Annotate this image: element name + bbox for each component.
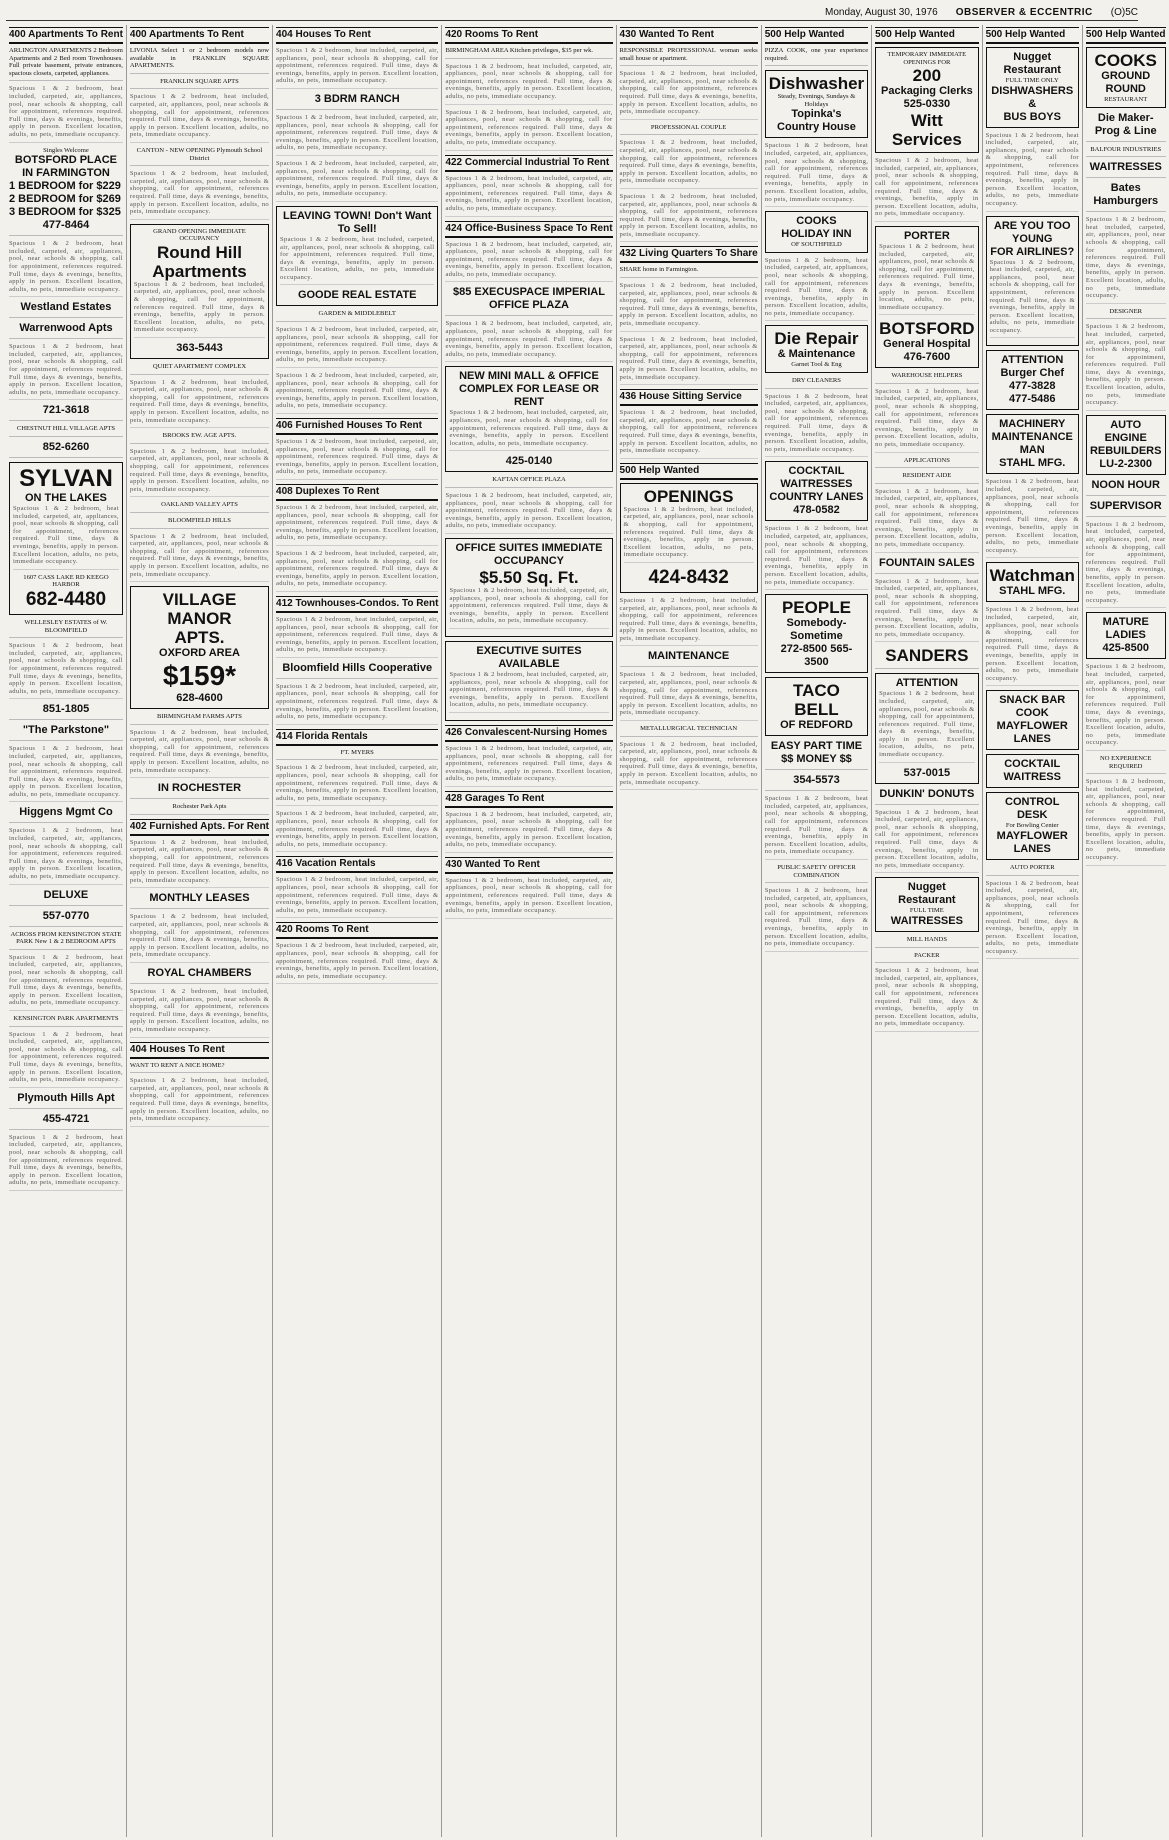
section-head: 428 Garages To Rent (445, 791, 612, 808)
classified-ad: Spacious 1 & 2 bedroom, heat included, carpeted, air, appliances, pool, near schools & shopping, call for appointment, references required. Full time, days & evenings, benefits, apply in person. Excellent location, adults, no pets, immediate occupancy. (445, 320, 612, 362)
column-6 (762, 25, 872, 1837)
display-ad-goode: LEAVING TOWN! Don't Want To Sell! Spacious 1 & 2 bedroom, heat included, carpeted, air, appliances, pool, near schools & shopping, call for appointment, references required. Full time, days & evenings, benefits, apply in person. Excellent location, adults, no pets, immediate occupancy. GOODE REAL ESTATE (276, 206, 438, 307)
classified-ad: Spacious 1 & 2 bedroom, heat included, carpeted, air, appliances, pool, near schools & shopping, call for appointment, references required. Full time, days & evenings, benefits, apply in person. Excellent location, adults, no pets, immediate occupancy. (9, 642, 123, 699)
classified-ad: Spacious 1 & 2 bedroom, heat included, carpeted, air, appliances, pool, near schools & shopping, call for appointment, references required. Full time, days & evenings, benefits, apply in person. Excellent location, adults, no pets, immediate occupancy. (445, 109, 612, 151)
classified-ad: Spacious 1 & 2 bedroom, heat included, carpeted, air, appliances, pool, near schools & shopping, call for appointment, references required. Full time, days & evenings, benefits, apply in person. Excellent location, adults, no pets, immediate occupancy. (445, 63, 612, 105)
classified-ad-title: QUIET APARTMENT COMPLEX (130, 363, 269, 375)
classified-ad: Spacious 1 & 2 bedroom, heat included, carpeted, air, appliances, pool, near schools & shopping, call for appointment, references required. Full time, days & evenings, benefits, apply in person. Excellent location, adults, no pets, immediate occupancy. (130, 1077, 269, 1127)
section-head: 500 Help Wanted (765, 27, 868, 44)
classified-ad: Spacious 1 & 2 bedroom, heat included, carpeted, air, appliances, pool, near schools & shopping, call for appointment, references required. Full time, days & evenings, benefits, apply in person. Excellent location, adults, no pets, immediate occupancy. (9, 827, 123, 884)
classified-ad-title: BALFOUR INDUSTRIES (1086, 146, 1166, 158)
section-head: 406 Furnished Houses To Rent (276, 418, 438, 435)
display-ad-taco-bell: TACO BELL OF REDFORD (765, 677, 868, 736)
classified-ad-title: KAFTAN OFFICE PLAZA (445, 476, 612, 488)
display-ad-office-suites: OFFICE SUITES IMMEDIATE OCCUPANCY $5.50 Sq. Ft. Spacious 1 & 2 bedroom, heat included, carpeted, air, appliances, pool, near schools & shopping, call for appointment, references required. Full time, days & evenings, benefits, apply in person. Excellent location, adults, no pets, immediate occupancy. (445, 538, 612, 637)
classified-ad: Spacious 1 & 2 bedroom, heat included, carpeted, air, appliances, pool, near schools & shopping, call for appointment, references required. Full time, days & evenings, benefits, apply in person. Excellent location, adults, no pets, immediate occupancy. (620, 193, 758, 243)
ad-phone: 455-4721 (9, 1113, 123, 1130)
classified-ad: Spacious 1 & 2 bedroom, heat included, carpeted, air, appliances, pool, near schools & shopping, call for appointment, references required. Full time, days & evenings, benefits, apply in person. Excellent location, adults, no pets, immediate occupancy. (445, 811, 612, 853)
classified-ad: Spacious 1 & 2 bedroom, heat included, carpeted, air, appliances, pool, near schools & shopping, call for appointment, references required. Full time, days & evenings, benefits, apply in person. Excellent location, adults, no pets, immediate occupancy. (276, 683, 438, 725)
classified-ad: Spacious 1 & 2 bedroom, heat included, carpeted, air, appliances, pool, near schools & shopping, call for appointment, references required. Full time, days & evenings, benefits, apply in person. Excellent location, adults, no pets, immediate occupancy. (765, 525, 868, 590)
classified-ad-title: GARDEN & MIDDLEBELT (276, 310, 438, 322)
classified-ad-title: BIRMINGHAM FARMS APTS (130, 713, 269, 725)
classified-ad: Spacious 1 & 2 bedroom, heat included, carpeted, air, appliances, pool, near schools & shopping, call for appointment, references required. Full time, days & evenings, benefits, apply in person. Excellent location, adults, no pets, immediate occupancy. (765, 142, 868, 207)
ad-phone: 354-5573 (765, 774, 868, 791)
classified-ad: Spacious 1 & 2 bedroom, heat included, carpeted, air, appliances, pool, near schools & shopping, call for appointment, references required. Full time, days & evenings, benefits, apply in person. Excellent location, adults, no pets, immediate occupancy. (9, 1031, 123, 1088)
classified-ad-title: WELLESLEY ESTATES of W. BLOOMFIELD (9, 619, 123, 638)
display-ad-nugget-dishwashers: Nugget Restaurant FULL TIME ONLY DISHWASHERS & BUS BOYS (986, 47, 1079, 128)
classified-ad: PIZZA COOK, one year experience required. (765, 47, 868, 66)
classified-ad: Spacious 1 & 2 bedroom, heat included, carpeted, air, appliances, pool, near schools & shopping, call for appointment, references required. Full time, days & evenings, benefits, apply in person. Excellent location, adults, no pets, immediate occupancy. (875, 967, 978, 1032)
display-ad-control-desk: CONTROL DESK For Bowling Center MAYFLOWER LANES (986, 792, 1079, 860)
section-head: 404 Houses To Rent (276, 27, 438, 44)
classified-ad: Spacious 1 & 2 bedroom, heat included, carpeted, air, appliances, pool, near schools & shopping, call for appointment, references required. Full time, days & evenings, benefits, apply in person. Excellent location, adults, no pets, immediate occupancy. (130, 93, 269, 143)
display-ad-stahl: MACHINERY MAINTENANCE MAN STAHL MFG. (986, 414, 1079, 474)
classified-ad-title: Rochester Park Apts (130, 803, 269, 815)
section-head: 426 Convalescent-Nursing Homes (445, 725, 612, 742)
display-ad-people: PEOPLE Somebody-Sometime 272-8500 565-3500 (765, 594, 868, 673)
classified-ad: Spacious 1 & 2 bedroom, heat included, carpeted, air, appliances, pool, near schools & shopping, call for appointment, references required. Full time, days & evenings, benefits, apply in person. Excellent location, adults, no pets, immediate occupancy. (276, 160, 438, 202)
classified-ad: Spacious 1 & 2 bedroom, heat included, carpeted, air, appliances, pool, near schools & shopping, call for appointment, references required. Full time, days & evenings, benefits, apply in person. Excellent location, adults, no pets, immediate occupancy. (1086, 216, 1166, 304)
classified-ad: Spacious 1 & 2 bedroom, heat included, carpeted, air, appliances, pool, near schools & shopping, call for appointment, references required. Full time, days & evenings, benefits, apply in person. Excellent location, adults, no pets, immediate occupancy. (9, 85, 123, 142)
display-ad-openings: OPENINGS Spacious 1 & 2 bedroom, heat included, carpeted, air, appliances, pool, near schools & shopping, call for appointment, references required. Full time, days & evenings, benefits, apply in person. Excellent location, adults, no pets, immediate occupancy. 424-8432 (620, 483, 758, 593)
section-head: 500 Help Wanted (1086, 27, 1166, 44)
classified-ad: Spacious 1 & 2 bedroom, heat included, carpeted, air, appliances, pool, near schools & shopping, call for appointment, references required. Full time, days & evenings, benefits, apply in person. Excellent location, adults, no pets, immediate occupancy. (1086, 323, 1166, 411)
display-ad-burger-chef: ATTENTION Burger Chef 477-3828 477-5486 (986, 350, 1079, 410)
classified-ad-title: ACROSS FROM KENSINGTON STATE PARK New 1 & 2 BEDROOM APTS (9, 931, 123, 950)
display-ad-nugget: Nugget Restaurant FULL TIME WAITRESSES (875, 877, 978, 932)
classified-ad: Spacious 1 & 2 bedroom, heat included, carpeted, air, appliances, pool, near schools & shopping, call for appointment, references required. Full time, days & evenings, benefits, apply in person. Excellent location, adults, no pets, immediate occupancy. (276, 616, 438, 658)
display-ad-botsford-hospital: PORTER Spacious 1 & 2 bedroom, heat included, carpeted, air, appliances, pool, near schools & shopping, call for appointment, references required. Full time, days & evenings, benefits, apply in person. Excellent location, adults, no pets, immediate occupancy. BOTSFORD General Hospital 476-7600 (875, 226, 978, 368)
classified-ad: Spacious 1 & 2 bedroom, heat included, carpeted, air, appliances, pool, near schools & shopping, call for appointment, references required. Full time, days & evenings, benefits, apply in person. Excellent location, adults, no pets, immediate occupancy. (445, 241, 612, 283)
column-4 (442, 25, 616, 1837)
classified-ad-title: METALLURGICAL TECHNICIAN (620, 725, 758, 737)
classified-ad: Spacious 1 & 2 bedroom, heat included, carpeted, air, appliances, pool, near schools & shopping, call for appointment, references required. Full time, days & evenings, benefits, apply in person. Excellent location, adults, no pets, immediate occupancy. (445, 492, 612, 534)
classified-ad: Spacious 1 & 2 bedroom, heat included, carpeted, air, appliances, pool, near schools & shopping, call for appointment, references required. Full time, days & evenings, benefits, apply in person. Excellent location, adults, no pets, immediate occupancy. (620, 741, 758, 791)
column-9 (1083, 25, 1169, 1837)
classified-ad: Spacious 1 & 2 bedroom, heat included, carpeted, air, appliances, pool, near schools & shopping, call for appointment, references required. Full time, days & evenings, benefits, apply in person. Excellent location, adults, no pets, immediate occupancy. (276, 372, 438, 414)
display-ad-sanders: SANDERS (875, 646, 978, 669)
classified-ad-title: BROOKS EW. AGE APTS. (130, 432, 269, 444)
column-2 (127, 25, 273, 1837)
classified-ad-title: NO EXPERIENCE REQUIRED (1086, 755, 1166, 774)
classified-ad-title: CANTON - NEW OPENING Plymouth School District (130, 147, 269, 166)
classified-ad-title: BLOOMFIELD HILLS (130, 517, 269, 529)
display-ad-airlines: ARE YOU TOO YOUNG FOR AIRLINES? Spacious 1 & 2 bedroom, heat included, carpeted, air, appliances, pool, near schools & shopping, call for appointment, references required. Full time, days & evenings, benefits, apply in person. Excellent location, adults, no pets, immediate occupancy. (986, 216, 1079, 347)
section-head: 424 Office-Business Space To Rent (445, 221, 612, 238)
display-ad-executive-suites: EXECUTIVE SUITES AVAILABLE Spacious 1 & 2 bedroom, heat included, carpeted, air, appliances, pool, near schools & shopping, call for appointment, references required. Full time, days & evenings, benefits, apply in person. Excellent location, adults, no pets, immediate occupancy. (445, 641, 612, 721)
ad-phone: 852-6260 (9, 441, 123, 458)
classified-ad: Spacious 1 & 2 bedroom, heat included, carpeted, air, appliances, pool, near schools & shopping, call for appointment, references required. Full time, days & evenings, benefits, apply in person. Excellent location, adults, no pets, immediate occupancy. (130, 839, 269, 889)
classified-ad: Spacious 1 & 2 bedroom, heat included, carpeted, air, appliances, pool, near schools & shopping, call for appointment, references required. Full time, days & evenings, benefits, apply in person. Excellent location, adults, no pets, immediate occupancy. (1086, 778, 1166, 866)
classified-ad-title: FT. MYERS (276, 749, 438, 761)
classified-ad: Spacious 1 & 2 bedroom, heat included, carpeted, air, appliances, pool, near schools & shopping, call for appointment, references required. Full time, days & evenings, benefits, apply in person. Excellent location, adults, no pets, immediate occupancy. (276, 114, 438, 156)
display-ad-dishwasher: Dishwasher Steady, Evenings, Sundays & Holidays Topinka's Country House (765, 70, 868, 138)
classified-ad: Spacious 1 & 2 bedroom, heat included, carpeted, air, appliances, pool, near schools & shopping, call for appointment, references required. Full time, days & evenings, benefits, apply in person. Excellent location, adults, no pets, immediate occupancy. (620, 70, 758, 120)
classified-ad-title: Westland Estates (9, 301, 123, 318)
classified-ad: Spacious 1 & 2 bedroom, heat included, carpeted, air, appliances, pool, near schools & shopping, call for appointment, references required. Full time, days & evenings, benefits, apply in person. Excellent location, adults, no pets, immediate occupancy. (765, 887, 868, 952)
classified-ad-title: Plymouth Hills Apt (9, 1092, 123, 1109)
classified-ad: Spacious 1 & 2 bedroom, heat included, carpeted, air, appliances, pool, near schools & shopping, call for appointment, references required. Full time, days & evenings, benefits, apply in person. Excellent location, adults, no pets, immediate occupancy. (276, 810, 438, 852)
classified-ad: Spacious 1 & 2 bedroom, heat included, carpeted, air, appliances, pool, near schools & shopping, call for appointment, references required. Full time, days & evenings, benefits, apply in person. Excellent location, adults, no pets, immediate occupancy. (9, 343, 123, 400)
classified-ad: Spacious 1 & 2 bedroom, heat included, carpeted, air, appliances, pool, near schools & shopping, call for appointment, references required. Full time, days & evenings, benefits, apply in person. Excellent location, adults, no pets, immediate occupancy. (620, 336, 758, 386)
classified-ad-title: PROFESSIONAL COUPLE (620, 124, 758, 136)
column-5 (617, 25, 762, 1837)
classified-ad: Spacious 1 & 2 bedroom, heat included, carpeted, air, appliances, pool, near schools & shopping, call for appointment, references required. Full time, days & evenings, benefits, apply in person. Excellent location, adults, no pets, immediate occupancy. (986, 132, 1079, 212)
classified-ad: Spacious 1 & 2 bedroom, heat included, carpeted, air, appliances, pool, near schools & shopping, call for appointment, references required. Full time, days & evenings, benefits, apply in person. Excellent location, adults, no pets, immediate occupancy. (130, 533, 269, 583)
ad-phone: 851-1805 (9, 703, 123, 720)
section-head: 436 House Sitting Service (620, 389, 758, 406)
classified-ad-title: RESIDENT AIDE (875, 472, 978, 484)
classified-ad: Spacious 1 & 2 bedroom, heat included, carpeted, air, appliances, pool, near schools & shopping, call for appointment, references required. Full time, days & evenings, benefits, apply in person. Excellent location, adults, no pets, immediate occupancy. (620, 671, 758, 721)
classified-ad: Spacious 1 & 2 bedroom, heat included, carpeted, air, appliances, pool, near schools & shopping, call for appointment, references required. Full time, days & evenings, benefits, apply in person. Excellent location, adults, no pets, immediate occupancy. (620, 282, 758, 332)
section-head: 416 Vacation Rentals (276, 856, 438, 873)
classified-ad-title: FOUNTAIN SALES (875, 557, 978, 574)
classified-ad-title: DESIGNER (1086, 308, 1166, 320)
classified-ad-title: AUTO PORTER (986, 864, 1079, 876)
display-ad-attention: ATTENTION Spacious 1 & 2 bedroom, heat included, carpeted, air, appliances, pool, near schools & shopping, call for appointment, references required. Full time, days & evenings, benefits, apply in person. Excellent location, adults, no pets, immediate occupancy. 537-0015 (875, 673, 978, 783)
section-head: 404 Houses To Rent (130, 1042, 269, 1059)
classified-ad: BIRMINGHAM AREA Kitchen privileges, $35 per wk. (445, 47, 612, 59)
section-head: 500 Help Wanted (986, 27, 1079, 44)
column-7 (872, 25, 982, 1837)
classified-ad-title: KENSINGTON PARK APARTMENTS (9, 1015, 123, 1027)
classified-ad: Spacious 1 & 2 bedroom, heat included, carpeted, air, appliances, pool, near schools & shopping, call for appointment, references required. Full time, days & evenings, benefits, apply in person. Excellent location, adults, no pets, immediate occupancy. (445, 877, 612, 919)
display-ad-witt: TEMPORARY IMMEDIATE OPENINGS FOR 200 Packaging Clerks 525-0330 Witt Services (875, 47, 978, 153)
classified-ad-title: PUBLIC SAFETY OFFICER COMBINATION (765, 864, 868, 883)
display-ad-watchman: Watchman STAHL MFG. (986, 562, 1079, 602)
display-ad-botsford: Singles Welcome BOTSFORD PLACE IN FARMINGTON 1 BEDROOM for $229 2 BEDROOM for $269 3 BEDROOM for $325 477-8464 (9, 147, 123, 237)
classified-ad: Spacious 1 & 2 bedroom, heat included, carpeted, air, appliances, pool, near schools & shopping, call for appointment, references required. Full time, days & evenings, benefits, apply in person. Excellent location, adults, no pets, immediate occupancy. (986, 606, 1079, 686)
section-head: 432 Living Quarters To Share (620, 246, 758, 263)
classified-ad: Spacious 1 & 2 bedroom, heat included, carpeted, air, appliances, pool, near schools & shopping, call for appointment, references required. Full time, days & evenings, benefits, apply in person. Excellent location, adults, no pets, immediate occupancy. (620, 409, 758, 459)
section-head: 412 Townhouses-Condos. To Rent (276, 596, 438, 613)
classified-ad: Spacious 1 & 2 bedroom, heat included, carpeted, air, appliances, pool, near schools & shopping, call for appointment, references required. Full time, days & evenings, benefits, apply in person. Excellent location, adults, no pets, immediate occupancy. (9, 1134, 123, 1191)
display-ad-holiday-inn: COOKS HOLIDAY INN OF SOUTHFIELD (765, 211, 868, 253)
classified-ad: Spacious 1 & 2 bedroom, heat included, carpeted, air, appliances, pool, near schools & shopping, call for appointment, references required. Full time, days & evenings, benefits, apply in person. Excellent location, adults, no pets, immediate occupancy. (875, 578, 978, 643)
classified-ad-title: Warrenwood Apts (9, 322, 123, 339)
classified-ad: Spacious 1 & 2 bedroom, heat included, carpeted, air, appliances, pool, near schools & shopping, call for appointment, references required. Full time, days & evenings, benefits, apply in person. Excellent location, adults, no pets, immediate occupancy. (875, 388, 978, 453)
classified-ad-title: WAREHOUSE HELPERS (875, 372, 978, 384)
classified-ad: Spacious 1 & 2 bedroom, heat included, carpeted, air, appliances, pool, near schools & shopping, call for appointment, references required. Full time, days & evenings, benefits, apply in person. Excellent location, adults, no pets, immediate occupancy. (1086, 663, 1166, 751)
classified-ad: Spacious 1 & 2 bedroom, heat included, carpeted, air, appliances, pool, near schools & shopping, call for appointment, references required. Full time, days & evenings, benefits, apply in person. Excellent location, adults, no pets, immediate occupancy. (765, 795, 868, 860)
classified-ad: Spacious 1 & 2 bedroom, heat included, carpeted, air, appliances, pool, near schools & shopping, call for appointment, references required. Full time, days & evenings, benefits, apply in person. Excellent location, adults, no pets, immediate occupancy. (1086, 521, 1166, 609)
section-head: 414 Florida Rentals (276, 729, 438, 746)
display-ad-ground-round: COOKS GROUND ROUND RESTAURANT (1086, 47, 1166, 108)
classified-ad: Spacious 1 & 2 bedroom, heat included, carpeted, air, appliances, pool, near schools & shopping, call for appointment, references required. Full time, days & evenings, benefits, apply in person. Excellent location, adults, no pets, immediate occupancy. (130, 170, 269, 220)
issue-date: Monday, August 30, 1976 (825, 6, 938, 18)
classified-ad: SHARE home in Farmington. (620, 266, 758, 278)
classified-ad: Spacious 1 & 2 bedroom, heat included, carpeted, air, appliances, pool, near schools & shopping, call for appointment, references required. Full time, days & evenings, benefits, apply in person. Excellent location, adults, no pets, immediate occupancy. (986, 478, 1079, 558)
classified-ad: Spacious 1 & 2 bedroom, heat included, carpeted, air, appliances, pool, near schools & shopping, call for appointment, references required. Full time, days & evenings, benefits, apply in person. Excellent location, adults, no pets, immediate occupancy. (875, 157, 978, 222)
ad-phone: 557-0770 (9, 910, 123, 927)
classified-ad-title: WAITRESSES (1086, 161, 1166, 178)
classified-ad-title: DRY CLEANERS (765, 377, 868, 389)
classified-ad-title: Bates Hamburgers (1086, 182, 1166, 212)
classified-ad-title: NOON HOUR (1086, 479, 1166, 496)
classified-ad: Spacious 1 & 2 bedroom, heat included, carpeted, air, appliances, pool, near schools & shopping, call for appointment, references required. Full time, days & evenings, benefits, apply in person. Excellent location, adults, no pets, immediate occupancy. (276, 764, 438, 806)
display-ad-mature-ladies: MATURE LADIES 425-8500 (1086, 612, 1166, 659)
classified-ad-title: $85 EXECUSPACE IMPERIAL OFFICE PLAZA (445, 286, 612, 316)
classified-ad: Spacious 1 & 2 bedroom, heat included, carpeted, air, appliances, pool, near schools & shopping, call for appointment, references required. Full time, days & evenings, benefits, apply in person. Excellent location, adults, no pets, immediate occupancy. (620, 139, 758, 189)
classified-ad: Spacious 1 & 2 bedroom, heat included, carpeted, air, appliances, pool, near schools & shopping, call for appointment, references required. Full time, days & evenings, benefits, apply in person. Excellent location, adults, no pets, immediate occupancy. (276, 942, 438, 984)
classified-ad-title: EASY PART TIME $$ MONEY $$ (765, 740, 868, 770)
classified-ad: Spacious 1 & 2 bedroom, heat included, carpeted, air, appliances, pool, near schools & shopping, call for appointment, references required. Full time, days & evenings, benefits, apply in person. Excellent location, adults, no pets, immediate occupancy. (130, 448, 269, 498)
classified-ad-title: CHESTNUT HILL VILLAGE APTS (9, 425, 123, 437)
classified-ad-title: ROYAL CHAMBERS (130, 967, 269, 984)
column-1 (6, 25, 127, 1837)
display-ad-die-repair: Die Repair & Maintenance Garnet Tool & Eng (765, 325, 868, 373)
classified-ad-title: Bloomfield Hills Cooperative (276, 662, 438, 679)
section-head: 420 Rooms To Rent (445, 27, 612, 44)
display-ad-village-manor: VILLAGE MANOR APTS. OXFORD AREA $159* 628-4600 (130, 586, 269, 709)
classified-ad-title: "The Parkstone" (9, 724, 123, 741)
classified-ad: Spacious 1 & 2 bedroom, heat included, carpeted, air, appliances, pool, near schools & shopping, call for appointment, references required. Full time, days & evenings, benefits, apply in person. Excellent location, adults, no pets, immediate occupancy. (276, 47, 438, 89)
classified-ad: Spacious 1 & 2 bedroom, heat included, carpeted, air, appliances, pool, near schools & shopping, call for appointment, references required. Full time, days & evenings, benefits, apply in person. Excellent location, adults, no pets, immediate occupancy. (765, 257, 868, 322)
classified-ad: ARLINGTON APARTMENTS 2 Bedroom Apartments and 2 Bed room Townhouses. Full private basement, private entrances, spacious closets, carpeted, appliances. (9, 47, 123, 81)
section-head: 400 Apartments To Rent (9, 27, 123, 44)
classified-ad: Spacious 1 & 2 bedroom, heat included, carpeted, air, appliances, pool, near schools & shopping, call for appointment, references required. Full time, days & evenings, benefits, apply in person. Excellent location, adults, no pets, immediate occupancy. (765, 393, 868, 458)
classified-ad: Spacious 1 & 2 bedroom, heat included, carpeted, air, appliances, pool, near schools & shopping, call for appointment, references required. Full time, days & evenings, benefits, apply in person. Excellent location, adults, no pets, immediate occupancy. (9, 745, 123, 802)
display-ad-round-hill: GRAND OPENING IMMEDIATE OCCUPANCY Round Hill Apartments Spacious 1 & 2 bedroom, heat included, carpeted, air, appliances, pool, near schools & shopping, call for appointment, references required. Full time, days & evenings, benefits, apply in person. Excellent location, adults, no pets, immediate occupancy. 363-5443 (130, 224, 269, 359)
classified-ad: Spacious 1 & 2 bedroom, heat included, carpeted, air, appliances, pool, near schools & shopping, call for appointment, references required. Full time, days & evenings, benefits, apply in person. Excellent location, adults, no pets, immediate occupancy. (276, 876, 438, 918)
ad-phone: 721-3618 (9, 404, 123, 421)
display-ad-sylvan: SYLVAN ON THE LAKES Spacious 1 & 2 bedroom, heat included, carpeted, air, appliances, pool, near schools & shopping, call for appointment, references required. Full time, days & evenings, benefits, apply in person. Excellent location, adults, no pets, immediate occupancy. 1607 CASS LAKE RD KEEGO HARBOR 682-4480 (9, 462, 123, 615)
classified-ad: Spacious 1 & 2 bedroom, heat included, carpeted, air, appliances, pool, near schools & shopping, call for appointment, references required. Full time, days & evenings, benefits, apply in person. Excellent location, adults, no pets, immediate occupancy. (276, 326, 438, 368)
column-8 (983, 25, 1083, 1837)
classified-ad: Spacious 1 & 2 bedroom, heat included, carpeted, air, appliances, pool, near schools & shopping, call for appointment, references required. Full time, days & evenings, benefits, apply in person. Excellent location, adults, no pets, immediate occupancy. (130, 729, 269, 779)
classified-ad-title: 3 BDRM RANCH (276, 93, 438, 110)
section-head: 420 Rooms To Rent (276, 922, 438, 939)
column-3 (273, 25, 442, 1837)
section-head: 500 Help Wanted (620, 463, 758, 480)
classified-ad-title: APPLICATIONS (875, 457, 978, 469)
section-head: 408 Duplexes To Rent (276, 484, 438, 501)
classified-ad: Spacious 1 & 2 bedroom, heat included, carpeted, air, appliances, pool, near schools & shopping, call for appointment, references required. Full time, days & evenings, benefits, apply in person. Excellent location, adults, no pets, immediate occupancy. (986, 880, 1079, 960)
classified-ad: Spacious 1 & 2 bedroom, heat included, carpeted, air, appliances, pool, near schools & shopping, call for appointment, references required. Full time, days & evenings, benefits, apply in person. Excellent location, adults, no pets, immediate occupancy. (875, 488, 978, 553)
section-head: 430 Wanted To Rent (445, 857, 612, 874)
classified-ad: Spacious 1 & 2 bedroom, heat included, carpeted, air, appliances, pool, near schools & shopping, call for appointment, references required. Full time, days & evenings, benefits, apply in person. Excellent location, adults, no pets, immediate occupancy. (9, 240, 123, 297)
classified-ad-title: MILL HANDS (875, 936, 978, 948)
classified-ad: Spacious 1 & 2 bedroom, heat included, carpeted, air, appliances, pool, near schools & shopping, call for appointment, references required. Full time, days & evenings, benefits, apply in person. Excellent location, adults, no pets, immediate occupancy. (620, 597, 758, 647)
paper-name: OBSERVER & ECCENTRIC (955, 6, 1093, 18)
section-head: 400 Apartments To Rent (130, 27, 269, 44)
display-ad-cocktail-waitress: COCKTAIL WAITRESS (986, 754, 1079, 788)
classified-ad: RESPONSIBLE PROFESSIONAL woman seeks small house or apartment. (620, 47, 758, 66)
classified-ad-title: IN ROCHESTER (130, 782, 269, 799)
classified-ad-title: DELUXE (9, 889, 123, 906)
classified-ad: Spacious 1 & 2 bedroom, heat included, carpeted, air, appliances, pool, near schools & shopping, call for appointment, references required. Full time, days & evenings, benefits, apply in person. Excellent location, adults, no pets, immediate occupancy. (130, 988, 269, 1038)
section-head: 402 Furnished Apts. For Rent (130, 819, 269, 836)
classified-ad-title: FRANKLIN SQUARE APTS (130, 78, 269, 90)
classified-ad: WANT TO RENT A NICE HOME? (130, 1062, 269, 1074)
classified-ad: Spacious 1 & 2 bedroom, heat included, carpeted, air, appliances, pool, near schools & shopping, call for appointment, references required. Full time, days & evenings, benefits, apply in person. Excellent location, adults, no pets, immediate occupancy. (276, 504, 438, 546)
classified-ad-title: OAKLAND VALLEY APTS (130, 501, 269, 513)
masthead (6, 4, 1138, 21)
classified-ad-title: SUPERVISOR (1086, 500, 1166, 517)
classified-ad: Spacious 1 & 2 bedroom, heat included, carpeted, air, appliances, pool, near schools & shopping, call for appointment, references required. Full time, days & evenings, benefits, apply in person. Excellent location, adults, no pets, immediate occupancy. (276, 550, 438, 592)
classified-ad: Spacious 1 & 2 bedroom, heat included, carpeted, air, appliances, pool, near schools & shopping, call for appointment, references required. Full time, days & evenings, benefits, apply in person. Excellent location, adults, no pets, immediate occupancy. (130, 379, 269, 429)
classified-ad-title: Higgens Mgmt Co (9, 806, 123, 823)
display-ad-auto-engine: AUTO ENGINE REBUILDERS LU-2-2300 (1086, 415, 1166, 475)
classified-ad-title: MONTHLY LEASES (130, 892, 269, 909)
classified-ad: LIVONIA Select 1 or 2 bedroom models now available in FRANKLIN SQUARE APARTMENTS. (130, 47, 269, 74)
section-head: 422 Commercial Industrial To Rent (445, 155, 612, 172)
classified-ad-title: MAINTENANCE (620, 650, 758, 667)
classified-ad: Spacious 1 & 2 bedroom, heat included, carpeted, air, appliances, pool, near schools & shopping, call for appointment, references required. Full time, days & evenings, benefits, apply in person. Excellent location, adults, no pets, immediate occupancy. (276, 438, 438, 480)
classified-ad: Spacious 1 & 2 bedroom, heat included, carpeted, air, appliances, pool, near schools & shopping, call for appointment, references required. Full time, days & evenings, benefits, apply in person. Excellent location, adults, no pets, immediate occupancy. (445, 175, 612, 217)
classified-ad: Spacious 1 & 2 bedroom, heat included, carpeted, air, appliances, pool, near schools & shopping, call for appointment, references required. Full time, days & evenings, benefits, apply in person. Excellent location, adults, no pets, immediate occupancy. (875, 809, 978, 874)
display-ad-snack-bar: SNACK BAR COOK MAYFLOWER LANES (986, 690, 1079, 750)
classified-ad-title: Die Maker-Prog & Line (1086, 112, 1166, 142)
classified-ad: Spacious 1 & 2 bedroom, heat included, carpeted, air, appliances, pool, near schools & shopping, call for appointment, references required. Full time, days & evenings, benefits, apply in person. Excellent location, adults, no pets, immediate occupancy. (9, 954, 123, 1011)
section-head: 430 Wanted To Rent (620, 27, 758, 44)
classified-ad: Spacious 1 & 2 bedroom, heat included, carpeted, air, appliances, pool, near schools & shopping, call for appointment, references required. Full time, days & evenings, benefits, apply in person. Excellent location, adults, no pets, immediate occupancy. (130, 913, 269, 963)
section-head: 500 Help Wanted (875, 27, 978, 44)
classified-ad-title: PACKER (875, 952, 978, 964)
page-folio: (O)5C (1110, 6, 1138, 18)
classified-ad-title: DUNKIN' DONUTS (875, 788, 978, 805)
classified-ad: Spacious 1 & 2 bedroom, heat included, carpeted, air, appliances, pool, near schools & shopping, call for appointment, references required. Full time, days & evenings, benefits, apply in person. Excellent location, adults, no pets, immediate occupancy. (445, 745, 612, 787)
classified-columns (6, 25, 1166, 1837)
display-ad-mini-mall: NEW MINI MALL & OFFICE COMPLEX FOR LEASE OR RENT Spacious 1 & 2 bedroom, heat included, carpeted, air, appliances, pool, near schools & shopping, call for appointment, references required. Full time, days & evenings, benefits, apply in person. Excellent location, adults, no pets, immediate occupancy. 425-0140 (445, 366, 612, 472)
display-ad-cocktail: COCKTAIL WAITRESSES COUNTRY LANES 478-0582 (765, 461, 868, 521)
